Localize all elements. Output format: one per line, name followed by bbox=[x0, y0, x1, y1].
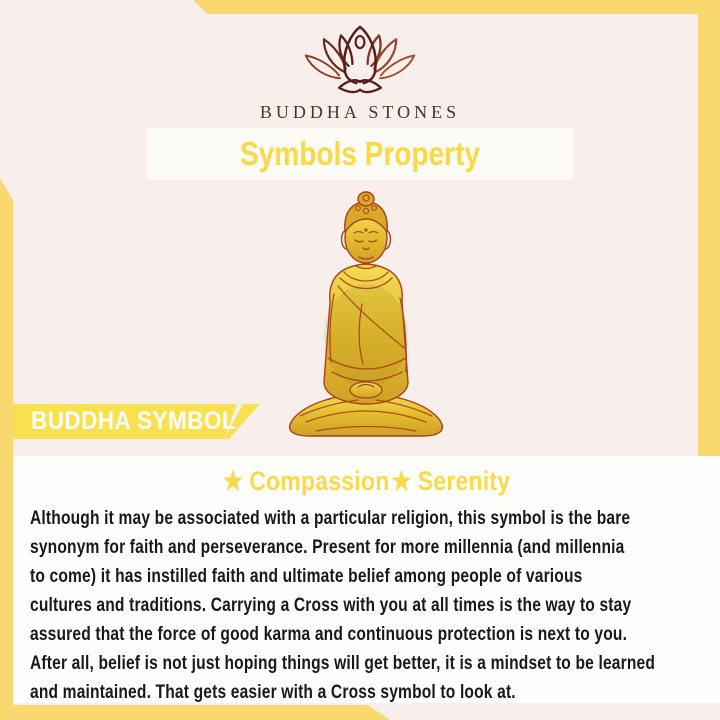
trait-label-serenity: Serenity bbox=[417, 466, 511, 496]
golden-buddha-icon bbox=[266, 186, 466, 441]
frame-left-strip bbox=[0, 178, 13, 720]
body-line: After all, belief is not just hoping things will get better, it is a mindset to be learned bbox=[30, 653, 656, 674]
body-line: cultures and traditions. Carrying a Cross with you at all times is the way to stay bbox=[30, 595, 632, 616]
star-icon: ★ bbox=[222, 466, 244, 496]
category-ribbon bbox=[13, 404, 273, 439]
trait-label-compassion: Compassion bbox=[249, 466, 390, 496]
star-icon: ★ bbox=[391, 466, 412, 496]
traits-line bbox=[66, 466, 667, 497]
body-line: and maintained. That gets easier with a Cross symbol to look at. bbox=[30, 682, 516, 703]
brand-name: BUDDHA STONES bbox=[259, 102, 461, 122]
lotus-meditation-icon bbox=[295, 24, 425, 104]
body-paragraph bbox=[30, 504, 720, 707]
body-line: assured that the force of good karma and continuous protection is next to you. bbox=[30, 624, 628, 645]
body-line: to come) it has instilled faith and ultimate belief among people of various bbox=[30, 566, 583, 587]
frame-bottom-strip bbox=[0, 705, 392, 720]
body-line: Although it may be associated with a particular religion, this symbol is the bare bbox=[30, 508, 631, 529]
frame-top-strip bbox=[0, 0, 720, 14]
title-banner bbox=[147, 128, 573, 180]
page-title: Symbols Property bbox=[239, 135, 481, 172]
category-ribbon-label: BUDDHA SYMBOL bbox=[31, 407, 237, 435]
content-panel bbox=[13, 456, 720, 703]
body-line: synonym for faith and perseverance. Present for more millennia (and millennia bbox=[30, 537, 625, 558]
